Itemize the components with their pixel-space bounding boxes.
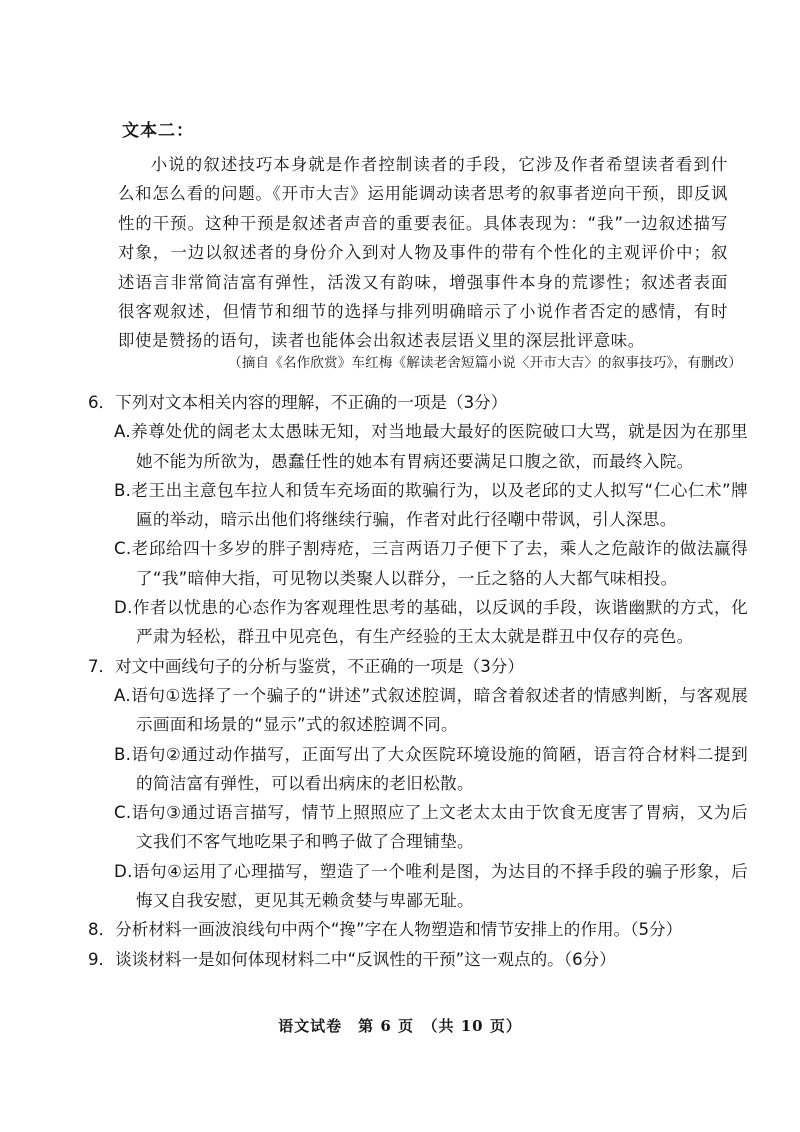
question-stem: 7．对文中画线句子的分析与鉴赏，不正确的一项是（3分） bbox=[88, 656, 524, 676]
page-footer: 语文试卷 第 6 页 （共 10 页） bbox=[278, 1017, 522, 1035]
question-option-d: D.作者以忧患的心态作为客观理性思考的基础，以反讽的手段，诙谐幽默的方式，化严肃为轻松，群丑中见亮色，有生产经验的王太太就是群丑中仅存的亮色。 bbox=[114, 598, 748, 647]
question-7 bbox=[88, 652, 748, 916]
question-9 bbox=[88, 945, 748, 974]
question-option-a: A.养尊处优的阔老太太愚昧无知，对当地最大最好的医院破口大骂，就是因为在那里她不能为所欲为，愚蠢任性的她本有胃病还要满足口腹之欲，而最终入院。 bbox=[114, 422, 748, 471]
question-option-d: D.语句④运用了心理描写，塑造了一个唯利是图，为达目的不择手段的骗子形象，后悔又自我安慰，更见其无赖贪婪与卑鄙无耻。 bbox=[114, 861, 748, 911]
text2-source: （摘自《名作欣赏》车红梅《解读老舍短篇小说〈开市大吉〉的叙事技巧》，有删改） bbox=[228, 355, 742, 371]
question-8 bbox=[88, 915, 748, 944]
question-option-c: C.老邱给四十多岁的胖子割痔疮，三言两语刀子便下了去，乘人之危敲诈的做法赢得了“我”暗伸大指，可见物以类聚人以群分，一丘之貉的人大都气味相投。 bbox=[114, 539, 748, 588]
text2-title: 文本二： bbox=[122, 121, 194, 141]
question-stem: 6．下列对文本相关内容的理解，不正确的一项是（3分） bbox=[88, 393, 508, 412]
question-option-b: B.语句②通过动作描写，正面写出了大众医院环境设施的简陋，语言符合材料二提到的简洁富有弹性，可以看出病床的老旧松散。 bbox=[114, 744, 748, 793]
question-option-c: C.语句③通过语言描写，情节上照照应了上文老太太由于饮食无度害了胃病，又为后文我们不客气地吃果子和鸭子做了合理铺垫。 bbox=[114, 803, 748, 852]
question-stem: 8．分析材料一画波浪线句中两个“搀”字在人物塑造和情节安排上的作用。（5分） bbox=[88, 920, 683, 940]
question-option-b: B.老王出主意包车拉人和赁车充场面的欺骗行为，以及老邱的丈人拟写“仁心仁术”牌匾的举动，暗示出他们将继续行骗，作者对此行径嘲中带讽，引人深思。 bbox=[114, 480, 748, 530]
questions-list bbox=[88, 388, 748, 974]
text2-paragraph: 小说的叙述技巧本身就是作者控制读者的手段，它涉及作者希望读者看到什么和怎么看的问题。《开市大吉》运用能调动读者思考的叙事者逆向干预，即反讽性的干预。这种干预是叙述者声音的重要表征。具体表现为：“我”一边叙述描写对象，一边以叙述者的身份介入到对人物及事件的带有个性化的主观评价中；叙述语言非常简洁富有弹性，活泼又有韵味，增强事件本身的荒谬性；叙述者表面很客观叙述，但情节和细节的选择与排列明确暗示了小说作者否定的感情，有时即使是赞扬的语句，读者也能体会出叙述表层语义里的深层批评意味。 bbox=[118, 155, 728, 351]
question-option-a: A.语句①选择了一个骗子的“讲述”式叙述腔调，暗含着叙述者的情感判断，与客观展示画面和场景的“显示”式的叙述腔调不同。 bbox=[114, 685, 748, 735]
question-stem: 9．谈谈材料一是如何体现材料二中“反讽性的干预”这一观点的。（6分） bbox=[88, 949, 616, 969]
question-6 bbox=[88, 388, 748, 652]
